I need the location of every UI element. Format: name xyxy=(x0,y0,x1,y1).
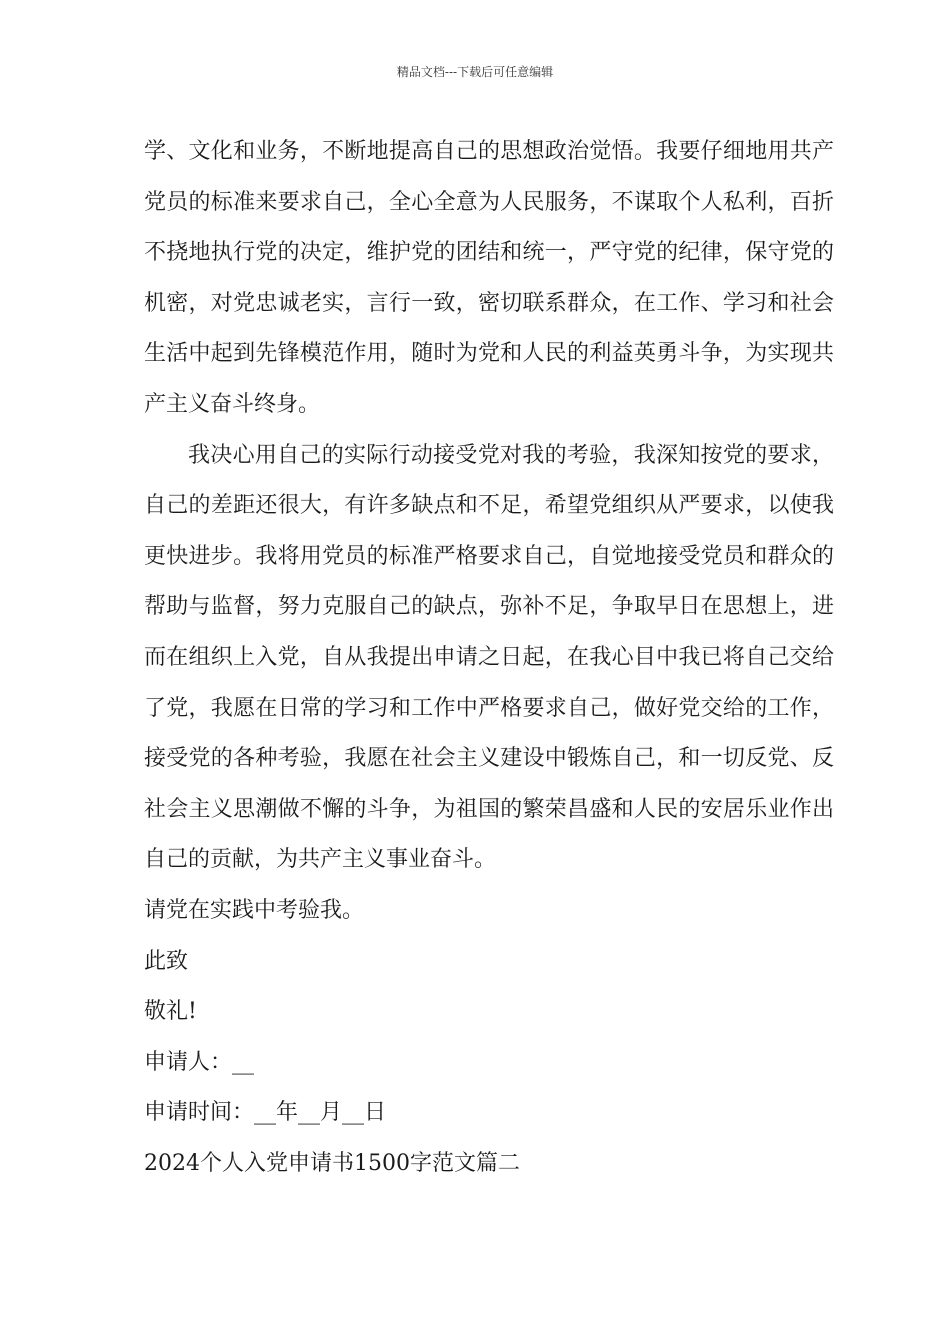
paragraph-continued: 学、文化和业务，不断地提高自己的思想政治觉悟。我要仔细地用共产党员的标准来要求自己，全心全意为人民服务，不谋取个人私利，百折不挠地执行党的决定，维护党的团结和统一，严守党的纪律，保守党的机密，对党忠诚老实，言行一致，密切联系群众，在工作、学习和社会生活中起到先锋模范作用，随时为党和人民的利益英勇斗争，为实现共产主义奋斗终身。 xyxy=(144,139,834,417)
document-body xyxy=(144,127,834,1189)
section-title: 2024个人入党申请书1500字范文篇二 xyxy=(144,1150,520,1176)
paragraph-resolve: 我决心用自己的实际行动接受党对我的考验，我深知按党的要求，自己的差距还很大，有许多缺点和不足，希望党组织从严要求，以使我更快进步。我将用党员的标准严格要求自己，自觉地接受党员和群众的帮助与监督，努力克服自己的缺点，弥补不足，争取早日在思想上，进而在组织上入党，自从我提出申请之日起，在我心目中我已将自己交给了党，我愿在日常的学习和工作中严格要求自己，做好党交给的工作，接受党的各种考验，我愿在社会主义建设中锻炼自己，和一切反党、反社会主义思潮做不懈的斗争，为祖国的繁荣昌盛和人民的安居乐业作出自己的贡献，为共产主义事业奋斗。 xyxy=(144,442,834,873)
date-line: 申请时间：__年__月__日 xyxy=(144,1100,387,1126)
closing-salutation: 此致 xyxy=(144,948,189,974)
page-header: 精品文档---下载后可任意编辑 xyxy=(396,65,554,79)
applicant-line: 申请人：__ xyxy=(144,1049,255,1075)
closing-respect: 敬礼! xyxy=(144,999,197,1025)
request-line: 请党在实践中考验我。 xyxy=(144,897,365,923)
